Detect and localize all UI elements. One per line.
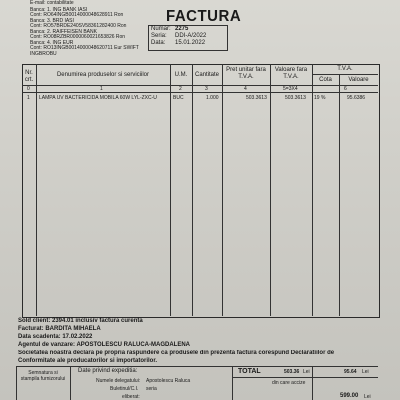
invoice-title: FACTURA bbox=[166, 7, 242, 26]
date-value: 15.01.2022 bbox=[175, 40, 206, 46]
total-tva-currency: Lei bbox=[362, 369, 369, 375]
bulletin-value: seria bbox=[146, 386, 157, 392]
tva-subheader-line bbox=[312, 74, 378, 75]
header-tva-rate: Cota bbox=[319, 77, 332, 83]
series-label: Seria: bbox=[151, 33, 167, 39]
col-divider bbox=[36, 64, 37, 316]
bank-2-label: Banca: 3. BRD IASI bbox=[30, 18, 74, 24]
bank-4-label: Banca: 4. ING EUR bbox=[30, 40, 74, 46]
series-value: DDI-A/2022 bbox=[175, 33, 207, 39]
number-value: 2275 bbox=[175, 26, 189, 32]
conformity-declaration-1: Societatea noastra declara pe propria raspundere ca produsele din prezenta factura corespund Declaratiilor de bbox=[18, 350, 335, 356]
bulletin-label: Buletinul/C.I. bbox=[110, 386, 139, 392]
index-cell: 2 bbox=[179, 86, 182, 92]
col-divider bbox=[192, 64, 193, 316]
row-nr: 1 bbox=[27, 95, 30, 101]
index-cell: 5=3X4 bbox=[283, 86, 298, 92]
index-cell: 1 bbox=[100, 86, 103, 92]
header-price: Pret unitar fara T.V.A. bbox=[226, 67, 266, 80]
bottom-box-divider bbox=[16, 366, 17, 400]
conformity-declaration-2: Conformitate ale producatorilor si importatorilor. bbox=[18, 358, 158, 364]
supplier-email: E-mail: contabilitate bbox=[30, 0, 74, 6]
index-cell: 0 bbox=[27, 86, 30, 92]
total-row-line bbox=[232, 377, 378, 378]
sold-client: Sold client: 2394.01 inclusiv factura curenta bbox=[18, 318, 143, 324]
row-qty: 1.000 bbox=[206, 95, 219, 101]
bottom-box-divider bbox=[232, 366, 233, 400]
header-tva-value: Valoare bbox=[348, 77, 369, 83]
row-product-name: LAMPA UV BACTERICIDA MOBILA 60W LYL-ZXC-U bbox=[39, 95, 157, 101]
index-cell: 6 bbox=[344, 86, 347, 92]
supplier-stamp-label: Semnatura si stampila furnizorului bbox=[20, 370, 66, 382]
header-tva: T.V.A. bbox=[337, 66, 353, 72]
due-date: Data scadenta: 17.02.2022 bbox=[18, 334, 93, 340]
col-divider bbox=[222, 64, 223, 316]
header-bottom-line bbox=[22, 85, 378, 86]
row-um: BUC bbox=[173, 95, 184, 101]
total-value: 503.36 bbox=[284, 369, 300, 375]
header-qty: Cantitate bbox=[194, 72, 219, 78]
row-tva-value: 95.6386 bbox=[347, 95, 366, 101]
expedition-label: Date privind expeditia: bbox=[78, 368, 138, 374]
bank-3-label: Banca: 2. RAIFFEISEN BANK bbox=[30, 29, 97, 35]
col-divider bbox=[170, 64, 171, 316]
number-label: Numar: bbox=[151, 26, 171, 32]
total-label: TOTAL bbox=[238, 368, 261, 375]
bank-4-account: Cont: RO13INGB0014000048620711 Eur SWIFT bbox=[30, 45, 139, 51]
amount-due-value: 599.00 bbox=[340, 393, 359, 399]
index-cell: 4 bbox=[244, 86, 247, 92]
total-currency: Lei bbox=[303, 369, 310, 375]
excise-label: din care accize bbox=[272, 380, 306, 386]
index-row-line bbox=[22, 92, 378, 93]
header-name: Denumirea produselor si serviciilor bbox=[56, 72, 150, 78]
date-label: Data: bbox=[151, 40, 166, 46]
facturat: Facturat: BARDITA MIHAELA bbox=[18, 326, 101, 332]
col-divider bbox=[339, 74, 340, 316]
delegate-label: Numele delegatului: bbox=[96, 378, 141, 384]
index-cell: 3 bbox=[205, 86, 208, 92]
sales-agent: Agentul de vanzare: APOSTOLESCU RALUCA-MAGDALENA bbox=[18, 342, 191, 348]
col-divider bbox=[312, 64, 313, 316]
header-um: U.M. bbox=[174, 72, 188, 78]
col-divider bbox=[270, 64, 271, 316]
row-price: 503.3613 bbox=[246, 95, 267, 101]
bottom-box-divider bbox=[312, 366, 313, 400]
bank-3-account: Cont: RO08RZBR0000060021653826 Ron bbox=[30, 34, 126, 40]
items-table bbox=[22, 64, 380, 318]
row-value: 503.3613 bbox=[285, 95, 306, 101]
bank-2-account: Cont: RO57BRDE240SV58361282400 Ron bbox=[30, 23, 127, 29]
bank-1-label: Banca: 1. ING BANK IASI bbox=[30, 7, 88, 13]
header-nr: Nr. crt. bbox=[24, 70, 34, 83]
bottom-box-divider bbox=[70, 366, 71, 400]
header-value: Valoare fara T.V.A. bbox=[274, 67, 308, 80]
delegate-value: Apostolescu Raluca bbox=[146, 378, 191, 384]
issued-label: eliberat: bbox=[122, 394, 140, 400]
row-tva-rate: 19 % bbox=[314, 95, 326, 101]
bank-1-account: Cont: RO64INGB0014000048628911 Ron bbox=[30, 12, 124, 18]
swift-code: INGBROBU bbox=[30, 51, 57, 57]
total-tva-value: 95.64 bbox=[344, 369, 357, 375]
amount-due-currency: Lei bbox=[364, 394, 371, 400]
